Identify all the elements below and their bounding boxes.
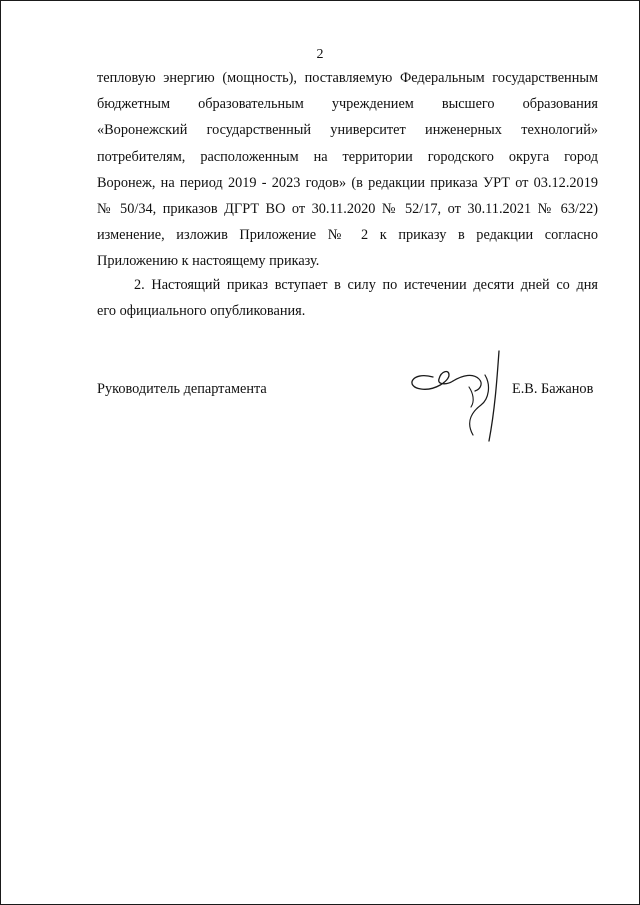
handwritten-signature [403, 349, 515, 449]
order-paragraph-2 [97, 272, 598, 324]
paragraph-line: его официального опубликования. [97, 303, 306, 320]
paragraph-line: потребителям, расположенным на территории городского округа город [97, 148, 598, 165]
paragraph-line: тепловую энергию (мощность), поставляемую Федеральным государственным [97, 70, 598, 86]
paragraph-line: бюджетным образовательным учреждением высшего образования [97, 96, 598, 113]
paragraph-line: Воронеж, на период 2019 - 2023 годов» (в редакции приказа УРТ от 03.12.2019 [97, 174, 598, 191]
signer-name: Е.В. Бажанов [512, 381, 594, 397]
paragraph-line: 2. Настоящий приказ вступает в силу по истечении десяти дней со дня [134, 277, 598, 293]
page-number: 2 [316, 47, 324, 62]
order-paragraph-1 [97, 65, 598, 275]
signer-title: Руководитель департамента [97, 381, 267, 397]
paragraph-line: Приложению к настоящему приказу. [97, 253, 320, 270]
paragraph-line: изменение, изложив Приложение № 2 к приказу в редакции согласно [97, 227, 598, 244]
paragraph-line: № 50/34, приказов ДГРТ ВО от 30.11.2020 № 52/17, от 30.11.2021 № 63/22) [97, 201, 598, 218]
paragraph-line: «Воронежский государственный университет инженерных технологий» [97, 122, 598, 139]
